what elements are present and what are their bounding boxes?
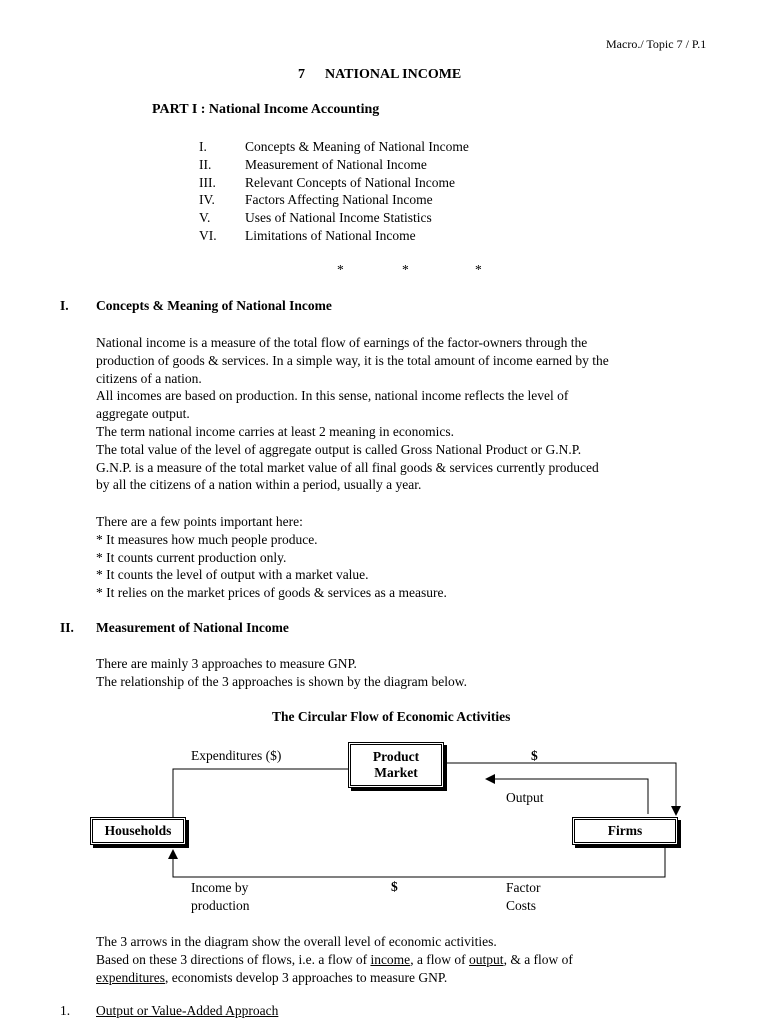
body-line: by all the citizens of a nation within a period, usually a year. [96, 477, 422, 493]
product-market-label: Product Market [372, 749, 420, 780]
expenditures-label: Expenditures ($) [191, 748, 282, 763]
toc-number: VI. [199, 228, 217, 243]
text-run: , economists develop 3 approaches to measure GNP. [164, 969, 448, 985]
page-title: NATIONAL INCOME [325, 67, 462, 82]
list-item: * It counts current production only. [96, 549, 287, 565]
body-line: The term national income carries at least 2 meaning in economics. [96, 423, 454, 439]
list-item: * It counts the level of output with a market value. [96, 567, 369, 583]
points-intro: There are a few points important here: [96, 514, 303, 529]
toc-number: I. [199, 139, 207, 154]
dollar-bottom-label: $ [391, 879, 398, 894]
page-reference: Macro./ Topic 7 / P.1 [606, 37, 707, 51]
toc-number: III. [199, 175, 216, 190]
toc-item: Measurement of National Income [245, 157, 427, 172]
chapter-number: 7 [298, 67, 305, 82]
text-run: , a flow of [410, 951, 470, 967]
diagram-title: The Circular Flow of Economic Activities [272, 709, 511, 724]
separator-star: * [402, 262, 409, 277]
section-number: II. [60, 620, 74, 635]
body-line: National income is a measure of the total flow of earnings of the factor-owners through the [96, 335, 588, 350]
body-line [96, 969, 706, 987]
toc-item: Limitations of National Income [245, 228, 416, 243]
output-label: Output [506, 790, 544, 805]
factor-costs-label: Factor Costs [506, 880, 541, 913]
toc-number: V. [199, 210, 211, 225]
list-item: * It measures how much people produce. [96, 531, 318, 547]
toc-item: Uses of National Income Statistics [245, 210, 432, 225]
section-heading: Concepts & Meaning of National Income [96, 298, 332, 313]
toc-item: Factors Affecting National Income [245, 192, 433, 207]
households-label: Households [104, 823, 172, 838]
output-term: output [469, 951, 504, 967]
item-number: 1. [60, 1003, 71, 1018]
firms-label: Firms [607, 823, 643, 838]
item-heading: Output or Value-Added Approach [96, 1003, 279, 1018]
income-term: income [370, 951, 411, 967]
text-run: Based on these 3 directions of flows, i.e. a flow of [96, 951, 371, 967]
separator-star: * [475, 262, 482, 277]
body-line [96, 951, 706, 969]
toc-number: IV. [199, 192, 215, 207]
toc-number: II. [199, 157, 212, 172]
dollar-top-label: $ [531, 748, 538, 763]
text-run: , & a flow of [503, 951, 573, 967]
body-line: There are mainly 3 approaches to measure GNP. [96, 656, 357, 671]
after-diagram-text [96, 933, 706, 986]
part-heading: PART I : National Income Accounting [152, 102, 380, 117]
section-heading: Measurement of National Income [96, 620, 289, 635]
households-box [90, 817, 186, 845]
body-line: The relationship of the 3 approaches is shown by the diagram below. [96, 673, 468, 689]
firms-box [572, 817, 678, 845]
body-line: All incomes are based on production. In this sense, national income reflects the level of [96, 388, 569, 404]
income-by-production-label: Income by production [191, 880, 250, 913]
body-line: The total value of the level of aggregate output is called Gross National Product or G.N.P. [96, 441, 582, 457]
toc-item: Concepts & Meaning of National Income [245, 139, 469, 154]
body-line: citizens of a nation. [96, 370, 202, 386]
section-number: I. [60, 298, 69, 313]
separator-star: * [337, 262, 344, 277]
product-market-box [348, 742, 444, 788]
toc-item: Relevant Concepts of National Income [245, 175, 455, 190]
body-line: The 3 arrows in the diagram show the overall level of economic activities. [96, 934, 497, 949]
list-item: * It relies on the market prices of goods & services as a measure. [96, 585, 447, 601]
body-line: aggregate output. [96, 406, 190, 422]
expenditures-term: expenditures [96, 969, 165, 985]
body-line: G.N.P. is a measure of the total market value of all final goods & services currently produced [96, 459, 599, 475]
body-line: production of goods & services. In a simple way, it is the total amount of income earned by the [96, 352, 609, 368]
